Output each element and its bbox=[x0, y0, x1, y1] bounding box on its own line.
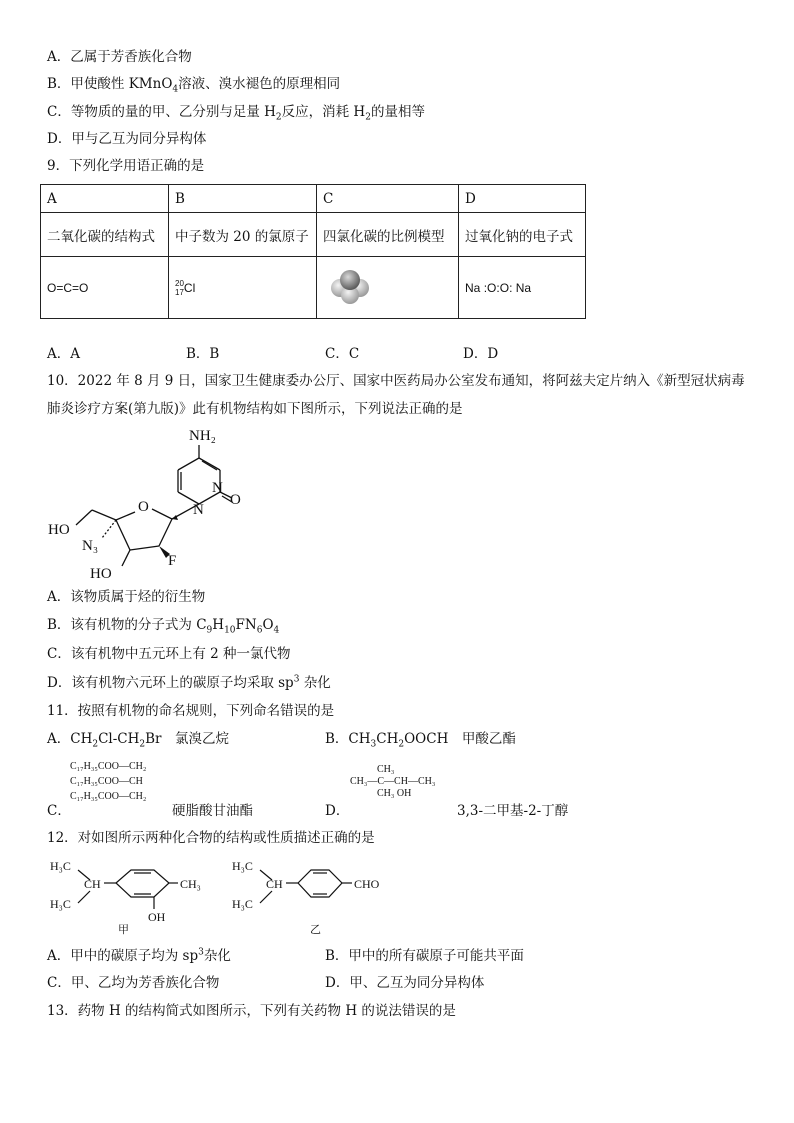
q9-option-a: A．A bbox=[47, 346, 80, 362]
q8-option-a: A．乙属于芳香族化合物 bbox=[47, 49, 192, 65]
azido-label: N₃ bbox=[82, 538, 99, 554]
q12-option-d: D．甲、乙互为同分异构体 bbox=[325, 975, 485, 991]
q9-header-c: C bbox=[317, 185, 459, 213]
azvudine-structure-diagram bbox=[44, 422, 254, 587]
q9-title-b: 中子数为 20 的氯原子 bbox=[169, 213, 317, 257]
q9-option-d: D．D bbox=[463, 346, 499, 362]
q10-option-b: B．该有机物的分子式为 $C_9H_{10}FN_6O_4$ bbox=[47, 617, 280, 636]
compound-yi-diagram bbox=[232, 853, 402, 935]
hydroxymethyl-label: HO bbox=[48, 522, 70, 538]
q8-option-d: D．甲与乙互为同分异构体 bbox=[47, 131, 207, 147]
ccl4-space-filling-model-icon bbox=[323, 266, 383, 306]
q9-header-b: B bbox=[169, 185, 317, 213]
q9-cell-a: O=C=O bbox=[41, 257, 169, 319]
svg-text:H₃C: H₃C bbox=[50, 859, 71, 873]
q9-cell-c bbox=[317, 257, 459, 319]
q9-title-c: 四氯化碳的比例模型 bbox=[317, 213, 459, 257]
q13-stem: 13．药物 H 的结构简式如图所示，下列有关药物 H 的说法错误的是 bbox=[47, 1003, 456, 1019]
q9-cell-b: 20 17Cl bbox=[169, 257, 317, 319]
q10-option-d: D．该有机物六元环上的碳原子均采取 $sp^3$ 杂化 bbox=[47, 674, 331, 691]
q11-option-a: A．$CH_2Cl-CH_2Br$ 氯溴乙烷 bbox=[47, 731, 230, 750]
q9-option-c: C．C bbox=[325, 346, 360, 362]
q10-stem-line2: 肺炎诊疗方案(第九版)》此有机物结构如下图所示，下列说法正确的是 bbox=[47, 401, 463, 417]
keto-oxygen-label: O bbox=[230, 492, 241, 508]
glyceryl-stearate-formula: C₁₇H₃₅COO—CH₂ C₁₇H₃₅COO—CH C₁₇H₃₅COO—CH₂ bbox=[70, 761, 147, 802]
q9-cell-d: Na :O:O: Na bbox=[459, 257, 586, 319]
nh2-label: NH₂ bbox=[189, 428, 216, 444]
q10-stem-line1: 10．2022 年 8 月 9 日，国家卫生健康委办公厅、国家中医药局办公室发布通知，将阿兹夫定片纳入《新型冠状病毒 bbox=[47, 373, 745, 389]
q8-option-b: B．甲使酸性 KMnO$_4$溶液、溴水褪色的原理相同 bbox=[47, 76, 341, 95]
compound-jia-diagram bbox=[50, 853, 230, 935]
svg-text:H₃C: H₃C bbox=[50, 897, 71, 911]
q11-option-d-name: 3,3-二甲基-2-丁醇 bbox=[457, 803, 569, 819]
svg-text:H₃C: H₃C bbox=[232, 859, 253, 873]
compound-yi-label: 乙 bbox=[310, 923, 321, 935]
hydroxyl-label: HO bbox=[90, 566, 112, 582]
ring-oxygen-label: O bbox=[138, 499, 149, 515]
q9-header-d: D bbox=[459, 185, 586, 213]
q9-stem: 9．下列化学用语正确的是 bbox=[47, 158, 205, 174]
q12-option-a: A．甲中的碳原子均为 $sp^3$杂化 bbox=[47, 947, 231, 964]
svg-text:H₃C: H₃C bbox=[232, 897, 253, 911]
q11-stem: 11．按照有机物的命名规则，下列命名错误的是 bbox=[47, 703, 335, 719]
q9-option-b: B．B bbox=[186, 346, 220, 362]
svg-text:CH: CH bbox=[84, 877, 101, 891]
svg-text:CHO: CHO bbox=[354, 877, 380, 891]
q9-title-a: 二氧化碳的结构式 bbox=[41, 213, 169, 257]
q11-option-c-name: 硬脂酸甘油酯 bbox=[172, 803, 253, 819]
q11-option-b: B．$CH_3CH_2OOCH$ 甲酸乙酯 bbox=[325, 731, 516, 750]
svg-text:CH₃: CH₃ bbox=[180, 877, 201, 891]
q12-stem: 12．对如图所示两种化合物的结构或性质描述正确的是 bbox=[47, 830, 375, 846]
dimethylbutanol-formula: CH₃ CH₃—C—CH—CH₃ CH₃ OH bbox=[350, 764, 436, 799]
q10-option-c: C．该有机物中五元环上有 2 种一氯代物 bbox=[47, 646, 291, 662]
ring-nitrogen-top-label: N bbox=[212, 480, 223, 496]
q10-option-a: A．该物质属于烃的衍生物 bbox=[47, 589, 206, 605]
q9-title-d: 过氧化钠的电子式 bbox=[459, 213, 586, 257]
q12-option-c: C．甲、乙均为芳香族化合物 bbox=[47, 975, 220, 991]
q9-table bbox=[40, 184, 586, 319]
svg-text:OH: OH bbox=[148, 910, 166, 924]
q11-option-c-letter: C． bbox=[47, 803, 71, 819]
q12-option-b: B．甲中的所有碳原子可能共平面 bbox=[325, 948, 524, 964]
ring-nitrogen-label: N bbox=[193, 502, 204, 518]
fluoro-label: F bbox=[168, 553, 177, 569]
q9-header-a: A bbox=[41, 185, 169, 213]
q8-option-c: C．等物质的量的甲、乙分别与足量 $H_2$反应，消耗 $H_2$的量相等 bbox=[47, 104, 425, 123]
q11-option-d-letter: D． bbox=[325, 803, 350, 819]
svg-text:CH: CH bbox=[266, 877, 283, 891]
compound-jia-label: 甲 bbox=[118, 923, 129, 935]
